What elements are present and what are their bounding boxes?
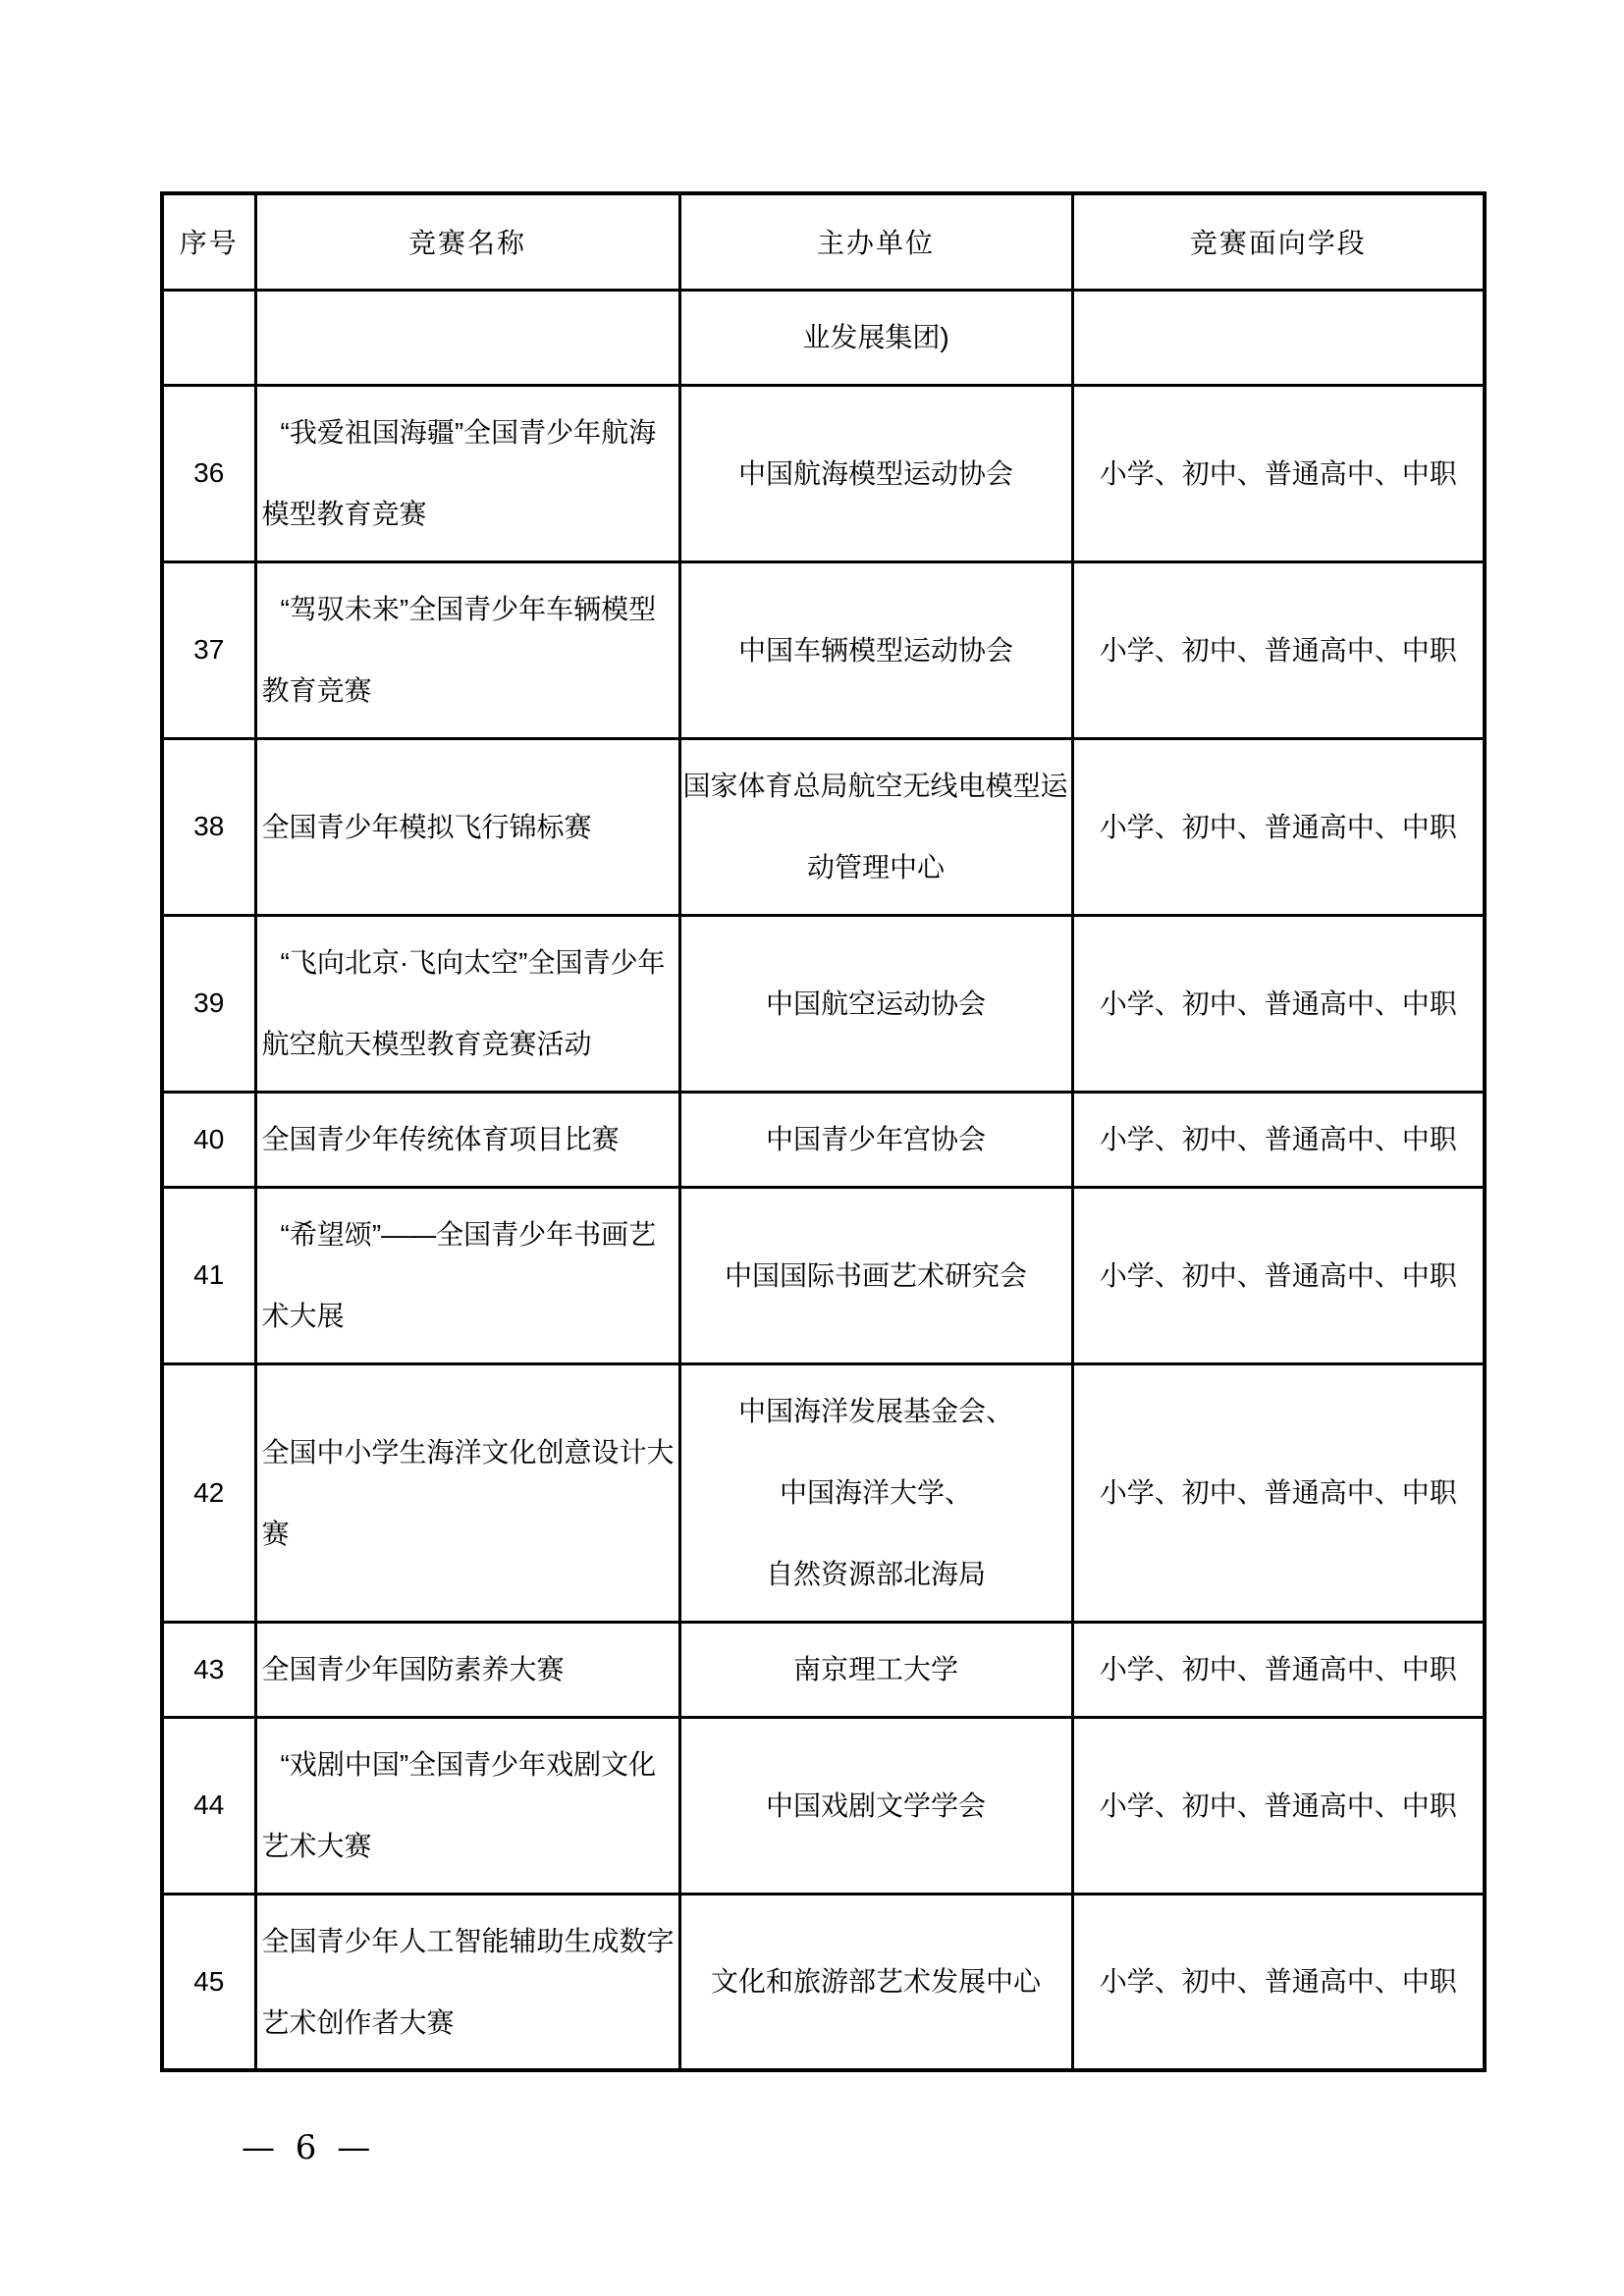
stages-text: 小学、初中、普通高中、中职 [1099,457,1457,489]
table-row [162,1622,1485,1717]
cell-name [255,915,679,1092]
competition-table [160,191,1487,2072]
competition-name-line: 教育竞赛 [261,675,372,706]
competition-name-line: 模型教育竞赛 [261,499,427,529]
table-header [162,193,1485,290]
competition-name-line: “我爱祖国海疆”全国青少年航海 [280,417,657,448]
table-row [162,1717,1485,1894]
competition-name-line: “驾驭未来”全国青少年车辆模型 [280,594,657,624]
cell-stages [1072,385,1485,561]
organizer-line: 中国国际书画艺术研究会 [724,1259,1027,1291]
stages-text: 小学、初中、普通高中、中职 [1099,1966,1457,1998]
organizer-line: 自然资源部北海局 [765,1559,986,1589]
cell-name [255,738,679,915]
cell-name [255,1187,679,1363]
competition-name-line: 全国青少年传统体育项目比赛 [261,1124,620,1154]
stages-text: 小学、初中、普通高中、中职 [1099,1477,1457,1508]
page-number: — 6 — [242,2128,376,2167]
header-organizer: 主办单位 [679,193,1072,290]
cell-organizer [679,1092,1072,1187]
competition-name-line: 航空航天模型教育竞赛活动 [261,1029,592,1059]
cell-organizer [679,1363,1072,1622]
organizer-line: 中国海洋大学、 [779,1477,972,1508]
cell-no: 40 [162,1092,255,1187]
organizer-line: 中国航海模型运动协会 [737,457,1013,489]
organizer-line: 中国航空运动协会 [765,988,986,1019]
cell-name [255,1717,679,1894]
cell-no: 43 [162,1622,255,1717]
header-name: 竞赛名称 [255,193,679,290]
cell-organizer [679,738,1072,915]
cell-stages [1072,738,1485,915]
cell-stages [1072,561,1485,738]
cell-name [255,1092,679,1187]
competition-name-line: 艺术创作者大赛 [261,2006,455,2038]
header-row [162,193,1485,290]
cell-stages [1072,1894,1485,2070]
cell-name [255,290,679,385]
cell-no: 38 [162,738,255,915]
cell-organizer [679,290,1072,385]
cell-stages [1072,1622,1485,1717]
cell-organizer [679,561,1072,738]
table-row [162,290,1485,385]
table-body [162,290,1485,2070]
cell-organizer [679,1622,1072,1717]
cell-no: 41 [162,1187,255,1363]
competition-name-line: 全国青少年国防素养大赛 [261,1654,565,1684]
organizer-line: 业发展集团) [802,322,949,352]
cell-stages [1072,1363,1485,1622]
cell-stages [1072,1092,1485,1187]
table-row [162,1187,1485,1363]
cell-organizer [679,385,1072,561]
cell-name [255,385,679,561]
cell-organizer [679,1717,1072,1894]
table-row [162,1894,1485,2070]
stages-text: 小学、初中、普通高中、中职 [1099,1654,1457,1684]
cell-stages [1072,915,1485,1092]
header-stages: 竞赛面向学段 [1072,193,1485,290]
cell-no [162,290,255,385]
table-row [162,1363,1485,1622]
cell-no: 39 [162,915,255,1092]
stages-text: 小学、初中、普通高中、中职 [1099,634,1457,666]
cell-name [255,561,679,738]
header-no: 序号 [162,193,255,290]
cell-no: 37 [162,561,255,738]
competition-name-line: “飞向北京·飞向太空”全国青少年 [280,947,666,978]
organizer-line: 中国青少年宫协会 [765,1124,986,1154]
cell-no: 36 [162,385,255,561]
stages-text: 小学、初中、普通高中、中职 [1099,1124,1457,1154]
organizer-line: 中国海洋发展基金会、 [737,1396,1013,1426]
organizer-line: 国家体育总局航空无线电模型运 [682,771,1068,801]
cell-name [255,1363,679,1622]
table-row [162,385,1485,561]
cell-stages [1072,290,1485,385]
competition-name-line: “希望颂”——全国青少年书画艺 [280,1219,657,1250]
table-row [162,561,1485,738]
organizer-line: 动管理中心 [806,852,945,882]
competition-name-line: 赛 [261,1518,290,1549]
competition-name-line: “戏剧中国”全国青少年戏剧文化 [280,1749,657,1780]
cell-name [255,1622,679,1717]
table-row [162,1092,1485,1187]
stages-text: 小学、初中、普通高中、中职 [1099,811,1457,842]
table-row [162,915,1485,1092]
competition-name-line: 全国青少年人工智能辅助生成数字 [261,1925,675,1956]
competition-name-line: 术大展 [261,1301,345,1331]
cell-no: 44 [162,1717,255,1894]
table-row [162,738,1485,915]
organizer-line: 中国车辆模型运动协会 [737,634,1013,666]
stages-text: 小学、初中、普通高中、中职 [1099,1789,1457,1821]
organizer-line: 南京理工大学 [792,1654,958,1684]
cell-organizer [679,915,1072,1092]
cell-organizer [679,1187,1072,1363]
stages-text: 小学、初中、普通高中、中职 [1099,1259,1457,1291]
competition-name-line: 全国青少年模拟飞行锦标赛 [261,811,592,842]
competition-name-line: 全国中小学生海洋文化创意设计大 [261,1436,675,1468]
cell-organizer [679,1894,1072,2070]
organizer-line: 中国戏剧文学学会 [765,1789,986,1821]
cell-no: 45 [162,1894,255,2070]
organizer-line: 文化和旅游部艺术发展中心 [710,1966,1041,1998]
competition-name-line: 艺术大赛 [261,1831,372,1861]
cell-no: 42 [162,1363,255,1622]
cell-name [255,1894,679,2070]
cell-stages [1072,1717,1485,1894]
stages-text: 小学、初中、普通高中、中职 [1099,988,1457,1019]
cell-stages [1072,1187,1485,1363]
